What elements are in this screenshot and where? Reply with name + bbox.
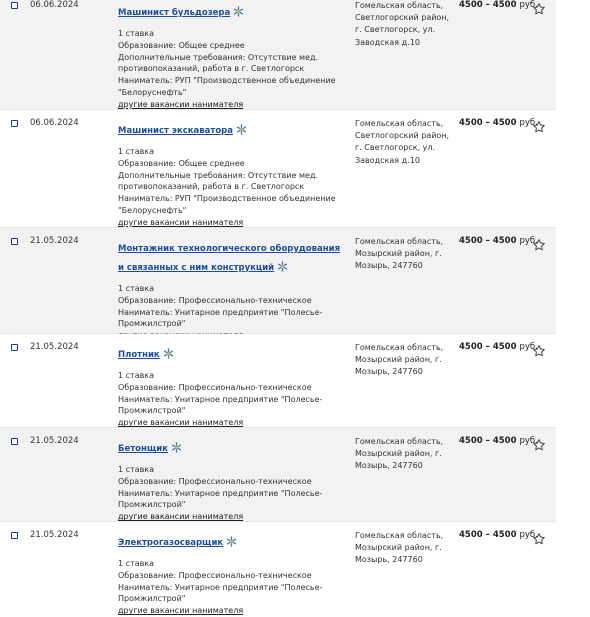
vacancy-row (0, 0, 556, 110)
vacancy-row (0, 522, 556, 616)
other-vacancies-link[interactable]: другие вакансии нанимателя (118, 99, 244, 109)
vacancy-employer: Наниматель: РУП "Производственное объединение "Белоруснефть" (118, 76, 336, 97)
salary-range: 4500 – 4500 (459, 0, 517, 10)
vacancy-rate: 1 ставка (118, 465, 155, 474)
salary-range: 4500 – 4500 (459, 342, 517, 352)
vacancy-salary (459, 530, 538, 540)
salary-range: 4500 – 4500 (459, 118, 517, 128)
select-checkbox[interactable] (11, 120, 18, 127)
vacancy-employer: Наниматель: Унитарное предприятие "Полесье-Промжилстрой" (118, 307, 323, 329)
vacancy-address: Гомельская область, Мозырский район, г. Мозырь, 247760 (355, 437, 444, 471)
salary-range: 4500 – 4500 (459, 436, 517, 446)
vacancy-main (118, 118, 344, 229)
vacancy-rate: 1 ставка (118, 29, 155, 38)
salary-range: 4500 – 4500 (459, 236, 517, 246)
vacancy-row (0, 428, 556, 522)
select-checkbox[interactable] (11, 532, 18, 539)
vacancy-row (0, 228, 556, 334)
vacancy-rate: 1 ставка (118, 284, 155, 293)
vacancy-date: 06.06.2024 (30, 118, 79, 128)
vacancy-education: Образование: Общее среднее (118, 158, 245, 168)
vacancy-education: Образование: Общее среднее (118, 40, 245, 50)
vacancy-employer: Наниматель: Унитарное предприятие "Полесье-Промжилстрой" (118, 394, 323, 416)
vacancy-salary (459, 342, 538, 352)
star-outline-icon[interactable] (532, 238, 546, 252)
vacancy-address: Гомельская область, Мозырский район, г. Мозырь, 247760 (355, 237, 444, 271)
vacancy-salary (459, 0, 538, 10)
vacancy-education: Образование: Профессионально-техническое (118, 295, 312, 305)
salary-currency: руб. (519, 0, 538, 10)
vacancy-date: 21.05.2024 (30, 436, 79, 446)
vacancy-extra-requirements: Дополнительные требования: Отсутствие мед. противопоказаний, работа в г. Светлогорск (118, 170, 319, 192)
vacancy-row (0, 334, 556, 428)
sparkle-icon (163, 348, 174, 359)
sparkle-icon (233, 6, 244, 17)
vacancy-details (118, 558, 344, 617)
sparkle-icon (236, 124, 247, 135)
sparkle-icon (277, 261, 288, 272)
vacancy-title-link[interactable]: Плотник (118, 350, 160, 360)
vacancy-address: Гомельская область, Светлогорский район, г. Светлогорск, ул. Заводская д.10 (355, 1, 450, 47)
vacancy-address: Гомельская область, Светлогорский район, г. Светлогорск, ул. Заводская д.10 (355, 119, 450, 165)
vacancy-date: 21.05.2024 (30, 530, 79, 540)
vacancy-details (118, 28, 344, 111)
vacancy-rate: 1 ставка (118, 559, 155, 568)
vacancy-address: Гомельская область, Мозырский район, г. Мозырь, 247760 (355, 531, 444, 565)
select-checkbox[interactable] (11, 438, 18, 445)
vacancy-title-link[interactable]: Монтажник технологического оборудования и связанных с ним конструкций (118, 244, 341, 273)
sparkle-icon (171, 442, 182, 453)
salary-range: 4500 – 4500 (459, 530, 517, 540)
salary-currency: руб. (519, 436, 538, 446)
vacancy-row (0, 110, 556, 228)
star-outline-icon[interactable] (532, 532, 546, 546)
vacancy-main (118, 0, 344, 111)
vacancy-details (118, 370, 344, 429)
vacancy-title-link[interactable]: Машинист бульдозера (118, 8, 231, 18)
vacancy-date: 21.05.2024 (30, 236, 79, 246)
other-vacancies-link[interactable]: другие вакансии нанимателя (118, 217, 244, 227)
select-checkbox[interactable] (11, 344, 18, 351)
vacancy-main (118, 236, 344, 342)
vacancy-date: 21.05.2024 (30, 342, 79, 352)
star-outline-icon[interactable] (532, 438, 546, 452)
vacancy-title-link[interactable]: Электрогазосварщик (118, 538, 224, 548)
vacancy-main (118, 342, 344, 429)
vacancy-employer: Наниматель: Унитарное предприятие "Полесье-Промжилстрой" (118, 488, 323, 510)
vacancy-details (118, 464, 344, 523)
vacancy-rate: 1 ставка (118, 371, 155, 380)
vacancy-education: Образование: Профессионально-техническое (118, 382, 312, 392)
vacancy-education: Образование: Профессионально-техническое (118, 570, 312, 580)
star-outline-icon[interactable] (532, 120, 546, 134)
vacancy-main (118, 436, 344, 523)
vacancy-address: Гомельская область, Мозырский район, г. Мозырь, 247760 (355, 343, 444, 377)
vacancy-main (118, 530, 344, 617)
select-checkbox[interactable] (11, 2, 18, 9)
vacancy-details (118, 146, 344, 229)
vacancy-salary (459, 436, 538, 446)
salary-currency: руб. (519, 530, 538, 540)
salary-currency: руб. (519, 118, 538, 128)
vacancy-title-link[interactable]: Бетонщик (118, 444, 169, 454)
star-outline-icon[interactable] (532, 344, 546, 358)
other-vacancies-link[interactable]: другие вакансии нанимателя (118, 606, 244, 616)
vacancy-education: Образование: Профессионально-техническое (118, 476, 312, 486)
vacancy-rate: 1 ставка (118, 147, 155, 156)
select-checkbox[interactable] (11, 238, 18, 245)
vacancy-title-link[interactable]: Машинист экскаватора (118, 126, 233, 136)
vacancy-date: 06.06.2024 (30, 0, 79, 10)
sparkle-icon (226, 536, 237, 547)
vacancy-employer: Наниматель: РУП "Производственное объединение "Белоруснефть" (118, 194, 336, 215)
salary-currency: руб. (519, 342, 538, 352)
salary-currency: руб. (519, 236, 538, 246)
vacancy-extra-requirements: Дополнительные требования: Отсутствие мед. противопоказаний, работа в г. Светлогорск (118, 52, 319, 74)
other-vacancies-link[interactable]: другие вакансии нанимателя (118, 512, 244, 522)
other-vacancies-link[interactable]: другие вакансии нанимателя (118, 418, 244, 428)
star-outline-icon[interactable] (532, 2, 546, 16)
vacancy-salary (459, 236, 538, 246)
vacancy-salary (459, 118, 538, 128)
vacancy-employer: Наниматель: Унитарное предприятие "Полесье-Промжилстрой" (118, 582, 323, 604)
